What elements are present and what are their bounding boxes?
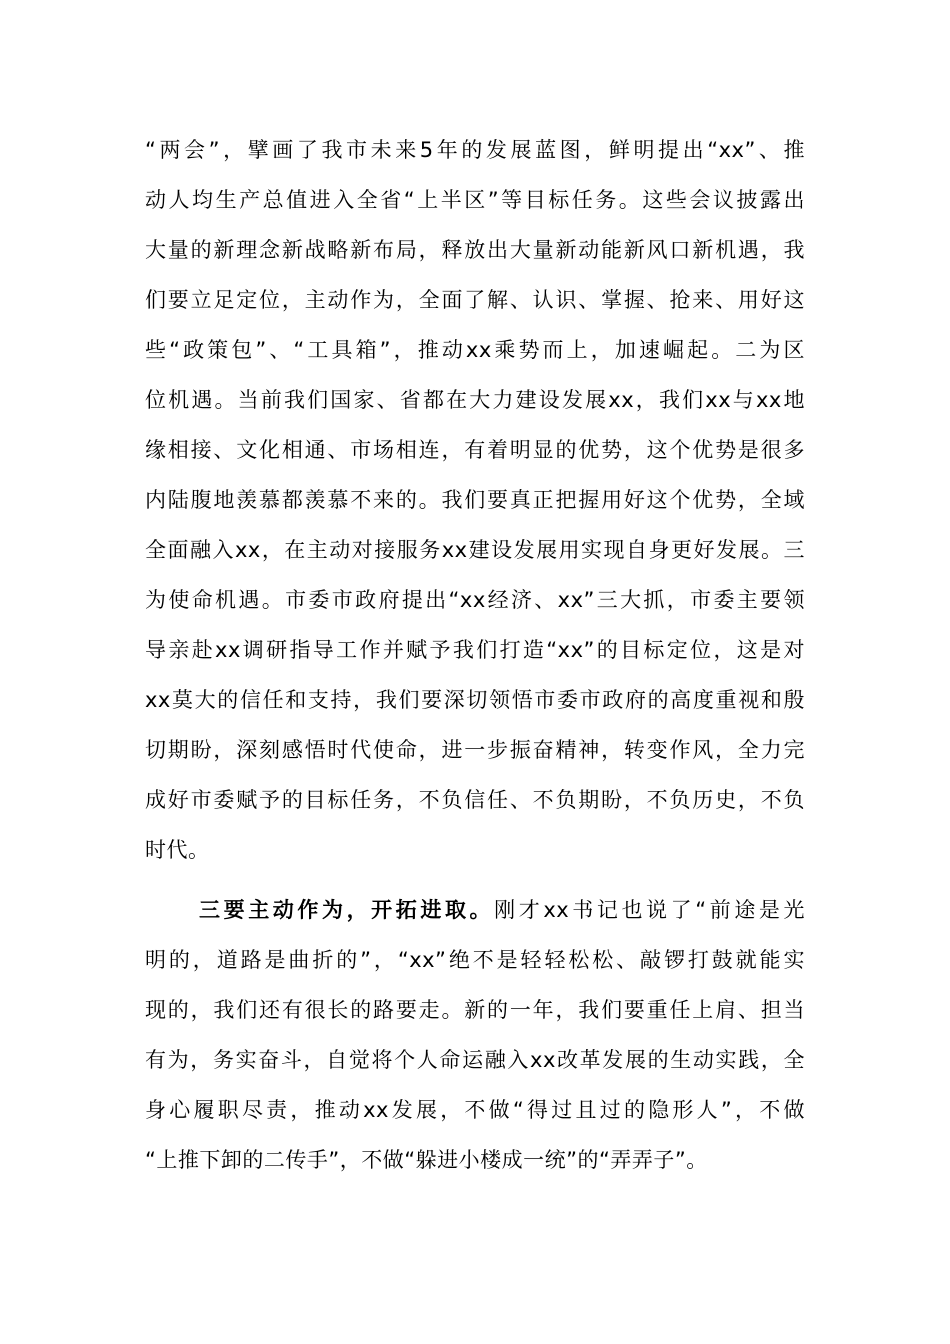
text-line: 缘相接、文化相通、市场相连，有着明显的优势，这个优势是很多 (145, 438, 805, 462)
paragraph-heading: 三要主动作为，开拓进取。 (199, 898, 495, 922)
text-line: “上推下卸的二传手”，不做“躲进小楼成一统”的“弄弄子”。 (145, 1148, 708, 1172)
text-line: 导亲赴xx调研指导工作并赋予我们打造“xx”的目标定位，这是对 (145, 638, 805, 662)
text-line: 时代。 (145, 838, 210, 862)
text-line: 身心履职尽责，推动xx发展，不做“得过且过的隐形人”，不做 (145, 1098, 805, 1122)
text-line: 们要立足定位，主动作为，全面了解、认识、掌握、抢来、用好这 (145, 288, 805, 312)
text-line: “两会”，擘画了我市未来5年的发展蓝图，鲜明提出“xx”、推 (145, 138, 805, 162)
text-line: xx莫大的信任和支持，我们要深切领悟市委市政府的高度重视和殷 (145, 688, 805, 712)
paragraph-1 (145, 125, 805, 875)
text-line: 全面融入xx，在主动对接服务xx建设发展用实现自身更好发展。三 (145, 538, 805, 562)
text-line: 内陆腹地羡慕都羡慕不来的。我们要真正把握用好这个优势，全域 (145, 488, 805, 512)
text-line: 些“政策包”、“工具箱”，推动xx乘势而上，加速崛起。二为区 (145, 338, 805, 362)
text-line: 为使命机遇。市委市政府提出“xx经济、xx”三大抓，市委主要领 (145, 588, 805, 612)
text-line: 大量的新理念新战略新布局，释放出大量新动能新风口新机遇，我 (145, 238, 805, 262)
text-run: 刚才xx书记也说了“前途是光 (494, 898, 806, 922)
text-line: 有为，务实奋斗，自觉将个人命运融入xx改革发展的生动实践，全 (145, 1048, 805, 1072)
text-line: 位机遇。当前我们国家、省都在大力建设发展xx，我们xx与xx地 (145, 388, 805, 412)
text-line: 成好市委赋予的目标任务，不负信任、不负期盼，不负历史，不负 (145, 788, 805, 812)
text-line: 明的，道路是曲折的”，“xx”绝不是轻轻松松、敲锣打鼓就能实 (145, 948, 805, 972)
paragraph-2 (145, 885, 805, 1185)
text-line: 动人均生产总值进入全省“上半区”等目标任务。这些会议披露出 (145, 188, 805, 212)
paragraph-first-line (145, 885, 805, 935)
text-line: 切期盼，深刻感悟时代使命，进一步振奋精神，转变作风，全力完 (145, 738, 805, 762)
text-line: 现的，我们还有很长的路要走。新的一年，我们要重任上肩、担当 (145, 998, 805, 1022)
